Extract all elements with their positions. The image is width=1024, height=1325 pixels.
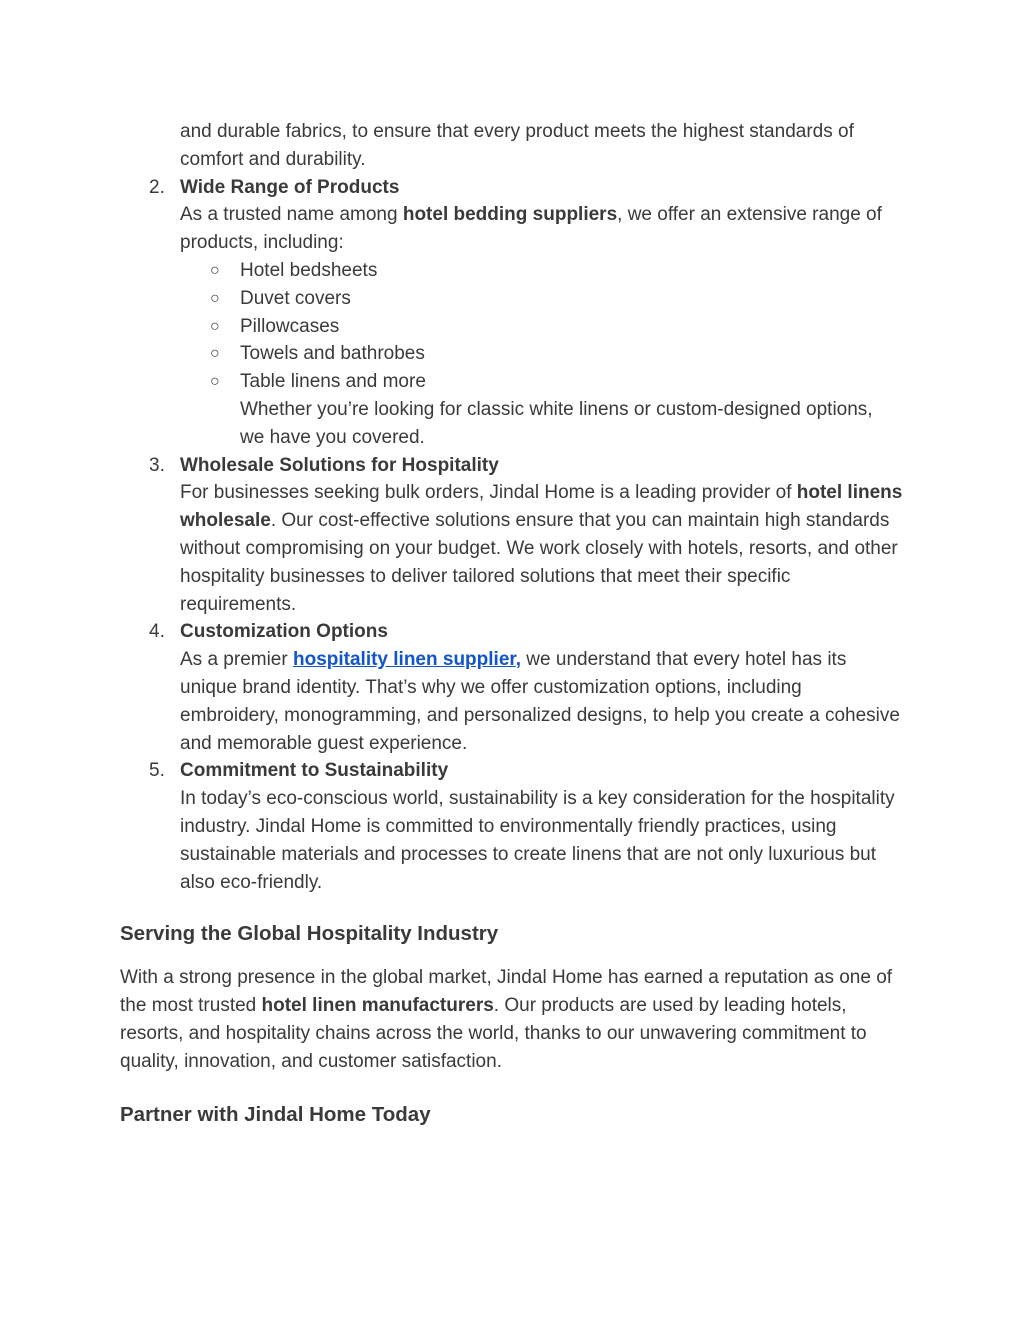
keyword-bold: hotel linens wholesale [180, 482, 903, 532]
list-item-wide-range [149, 174, 905, 452]
list-item-wholesale [149, 452, 905, 619]
list-item-body: As a premier hospitality linen supplier, we understand that every hotel has its unique brand identity. That’s why we offer customization options, including embroidery, monogramming, and personalized designs, to help you create a cohesive and memorable guest experience. [180, 649, 900, 754]
hollow-circle-bullet-icon: ○ [210, 261, 220, 279]
sub-list-note: Whether you’re looking for classic white linens or custom-designed options, we have you covered. [240, 398, 873, 448]
hollow-circle-bullet-icon: ○ [210, 345, 220, 363]
sub-list-item: ○ Duvet covers [240, 285, 905, 313]
sub-list-item: ○ Hotel bedsheets [240, 257, 905, 285]
sub-list-item: ○ Table linens and more [240, 368, 905, 396]
list-number: 2. [149, 176, 165, 198]
section-paragraph-serving: With a strong presence in the global market, Jindal Home has earned a reputation as one of the most trusted hotel linen manufacturers. Our products are used by leading hotels, resorts, and hospitality chains across the world, thanks to our unwavering commitment to quality, innovation, and customer satisfaction. [120, 967, 893, 1072]
products-sub-list [210, 257, 905, 452]
list-number: 3. [149, 454, 165, 476]
list-item-body: As a trusted name among hotel bedding suppliers, we offer an extensive range of products, including: [180, 204, 882, 254]
list-item-body: For businesses seeking bulk orders, Jindal Home is a leading provider of hotel linens wholesale. Our cost-effective solutions ensure that you can maintain high standards without compromising on your budget. We work closely with hotels, resorts, and other hospitality businesses to deliver tailored solutions that meet their specific requirements. [180, 482, 903, 615]
list-item-title: Commitment to Sustainability [180, 760, 449, 782]
sub-list-item: ○ Towels and bathrobes [240, 340, 905, 368]
list-number: 5. [149, 760, 165, 782]
list-number: 4. [149, 621, 165, 643]
hollow-circle-bullet-icon: ○ [210, 317, 220, 335]
hollow-circle-bullet-icon: ○ [210, 289, 220, 307]
list-item-title: Customization Options [180, 621, 388, 643]
list-item-title: Wide Range of Products [180, 176, 400, 198]
hospitality-linen-supplier-link[interactable]: hospitality linen supplier, [292, 649, 522, 671]
keyword-bold: hotel linen manufacturers [261, 995, 494, 1017]
section-heading-partner: Partner with Jindal Home Today [120, 1102, 431, 1126]
list-item-customization [149, 618, 905, 757]
sub-list-item: ○ Pillowcases [240, 313, 905, 341]
list-item-body: In today’s eco-conscious world, sustainability is a key consideration for the hospitality industry. Jindal Home is committed to environmentally friendly practices, using sustainable materials and processes to create linens that are not only luxurious but also eco-friendly. [180, 788, 895, 893]
document-content [120, 118, 910, 1129]
keyword-bold: hotel bedding suppliers [402, 204, 618, 226]
list-item-title: Wholesale Solutions for Hospitality [180, 454, 499, 476]
hollow-circle-bullet-icon: ○ [210, 373, 220, 391]
section-heading-serving: Serving the Global Hospitality Industry [120, 922, 499, 946]
list-item-sustainability [149, 757, 905, 896]
intro-continued-text: and durable fabrics, to ensure that every product meets the highest standards of comfort and durability. [180, 121, 854, 170]
